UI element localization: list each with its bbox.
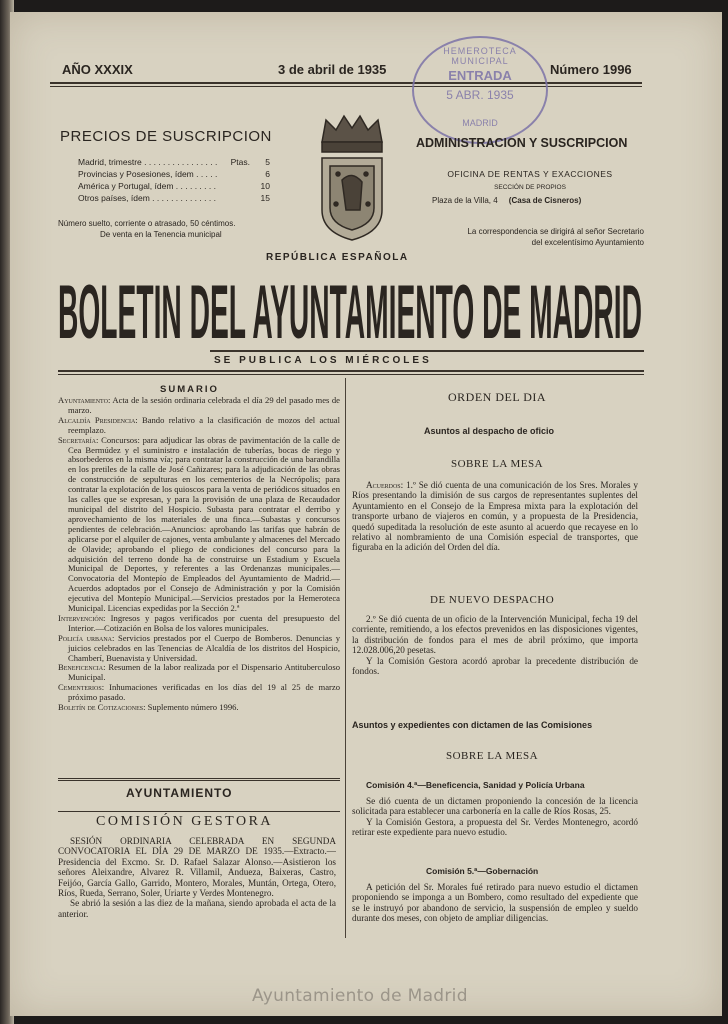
sumario-title: SUMARIO [160,384,219,395]
header-rule [50,82,642,84]
sumario-item: Secretaría: Concursos: para adjudicar las obras de pavimentación de la calle de Cea Bermúdez y el suministro e instalación de tuberías, bocas de riego y absorbederos en la misma vía; para contratar la construcción de una barandilla en los pretiles de la calle de José Cañizares; para la adjudicación de las obras de construcción de sepulturas en los cementerios de la Necrópolis; para contratar la explotación de los quioscos para la venta de periódicos situados en las calles que se expresan, y para la provisión de una plaza de Recaudador municipal del distrito del Hospicio. Subasta para contratar el derribo y aprovechamiento de los materiales de una finca.—Subastas y concursos pendientes de celebración.—Anuncios: aprobando las tarifas que habrán de aplicarse por el alquiler de cajones, venta ambulante y almacenes del Mercado de Olavide; aprobando el pliego de condiciones del concurso para la adquisición del terreno donde ha de construirse un Estadium y Escuela Municipal de Deportes, y referentes a las Ordenanzas municipales.—Convocatoria del Montepío de Empleados del Ayuntamiento de Madrid.—Acuerdos adoptados por el Consejo de Administración y por la Comisión ejecutiva del Montepío Municipal.—Servicios prestados por la Hemeroteca Municipal. Licencias expedidas por la Sección 2.ª [58,434,340,614]
sobre-la-mesa-heading-2: SOBRE LA MESA [446,750,539,762]
sumario-list [58,396,340,713]
masthead-text: BOLETIN DEL AYUNTAMIENTO DE MADRID [58,270,642,344]
stamp-line3: 5 ABR. 1935 [446,88,514,102]
office-address: Plaza de la Villa, 4 (Casa de Cisneros) [432,196,582,205]
correspondence-note: La correspondencia se dirigirá al señor Secretario del excelentísimo Ayuntamiento [467,227,644,247]
asuntos-oficio-heading: Asuntos al despacho de oficio [424,426,555,436]
sumario-item: Alcaldía Presidencia: Bando relativo a la clasificación de mozos del actual reemplazo. [58,414,340,435]
comision-5-heading: Comisión 5.ª—Gobernación [426,866,539,876]
issue-number: Número 1996 [550,62,632,77]
office-section: SECCIÓN DE PROPIOS [494,184,566,191]
single-copy-note: Número suelto, corriente o atrasado, 50 céntimos. [58,219,236,228]
stamp-line1: HEMEROTECA MUNICIPAL [443,46,517,66]
office-name: OFICINA DE RENTAS Y EXACCIONES [447,169,613,179]
comision-5-text: A petición del Sr. Morales fué retirado para nuevo estudio el dictamen proponiendo se imponga a un Bombero, como resultado del expediente que se le instruyó por abandono de servicio, la suspensión de empleo y sueldo durante dos meses, con objeto de ampliar diligencias. [352,882,638,924]
administration-block [432,168,628,207]
header-rule-thin [50,86,642,87]
stamp-line4: MADRID [462,118,498,128]
price-row: Otros países, ídem . . . 15 [78,192,270,204]
stamp-line2: ENTRADA [448,68,512,83]
sumario-item: Beneficencia: Resumen de la labor realizada por el Dispensario Antituberculoso Municipal. [58,662,340,683]
madrid-coat-of-arms [316,114,388,244]
comision-gestora-title: COMISIÓN GESTORA [96,814,274,829]
sobre-la-mesa-heading: SOBRE LA MESA [451,458,544,470]
column-divider [345,378,346,938]
price-table [78,156,270,204]
session-paragraph: SESIÓN ORDINARIA CELEBRADA EN SEGUNDA CONVOCATORIA EL DÍA 29 DE MARZO DE 1935.—Extracto.—Presidencia del Excmo. Sr. D. Rafael Salazar Alonso.—Asistieron los señores Aleixandre, Alvarez R. Villamil, Andueza, Baixeras, Castro, Feijóo, García Gallo, Garrido, Montero, Morales, Muntán, Ortega, Otero, Ríos, Rueda, Serrano, Soler, Uriarte y Verdes Montenegro. [58,836,336,899]
acuerdo-paragraph: Acuerdos: 1.º Se dió cuenta de una comunicación de los Sres. Morales y Ríos presentando la dimisión de sus cargos de representantes suplentes del Ayuntamiento en el Consejo de la Empresa mixta para la explotación del transporte urbano de viajeros en común, y a propuesta de la Presidencia, quedó supeditada la resolución de este asunto al acuerdo que recayese en lo relativo al nombramiento de una Comisión especial de transportes, que figuraba en la adición del Orden del día. [352,480,638,553]
subscription-title: PRECIOS DE SUSCRIPCION [60,128,272,145]
masthead-rule [210,350,644,352]
sumario-item: Cementerios: Inhumaciones verificadas en los días del 19 al 25 de marzo próximo pasado. [58,682,341,703]
hemeroteca-stamp [412,36,548,144]
sumario-item: Policía urbana: Servicios prestados por el Cuerpo de Bomberos. Denuncias y juicios celebrados en las Tenencias de Alcaldía de los distritos del Hospicio, Chamberí, Buenavista y Universidad. [58,632,340,663]
comision-4-heading: Comisión 4.ª—Beneficencia, Sanidad y Policía Urbana [366,780,585,790]
ayuntamiento-title: AYUNTAMIENTO [126,786,233,800]
issue-year: AÑO XXXIX [62,62,133,77]
nuevo-despacho-heading: DE NUEVO DESPACHO [430,594,555,606]
asuntos-comisiones-heading: Asuntos y expedientes con dictamen de las Comisiones [352,720,593,730]
masthead-title [56,270,644,344]
administration-title: ADMINISTRACION Y SUSCRIPCION [416,136,628,150]
nuevo-despacho-text: 2.º Se dió cuenta de un oficio de la Intervención Municipal, fecha 19 del corriente, remitiendo, a los efectos prevenidos en las disposiciones vigentes, la distribución de fondos para el mes de abril próximo, que importa 12.028.006,20 pesetas. Y la Comisión Gestora acordó aprobar la precedente distribución de fondos. [352,614,638,677]
price-row: Madrid, trimestre . . . Ptas. 5 [78,156,270,168]
price-row: América y Portugal, ídem . . . 10 [78,180,270,192]
body-top-rule [58,370,644,372]
sale-note: De venta en la Tenencia municipal [100,230,222,239]
subscription-notes [58,218,235,240]
session-paragraph: Se abrió la sesión a las diez de la mañana, siendo aprobada el acta de la anterior. [58,898,336,919]
archive-watermark: Ayuntamiento de Madrid [252,986,468,1006]
sumario-item: Boletín de Cotizaciones: Suplemento número 1996. [58,702,239,713]
issue-date: 3 de abril de 1935 [278,62,387,77]
session-text [58,836,336,919]
sumario-item: Ayuntamiento: Acta de la sesión ordinaria celebrada el día 29 del pasado mes de marzo. [58,395,340,415]
body-top-rule-thin [58,374,644,375]
orden-del-dia-title: ORDEN DEL DIA [448,390,547,404]
republica-label: REPÚBLICA ESPAÑOLA [266,252,409,263]
price-row: Provincias y Posesiones, ídem . . . 6 [78,168,270,180]
sumario-item: Intervención: Ingresos y pagos verificados por cuenta del presupuesto del Interior.—Cotización en Bolsa de los valores municipales. [58,612,340,633]
comision-4-text: Se dió cuenta de un dictamen proponiendo la concesión de la licencia solicitada para establecer una carbonería en la calle de Ríos Rosas, 25. Y la Comisión Gestora, a propuesta del Sr. Verdes Montenegro, acordó retirar este expediente para nuevo estudio. [352,796,638,838]
publication-day: SE PUBLICA LOS MIÉRCOLES [214,355,432,366]
